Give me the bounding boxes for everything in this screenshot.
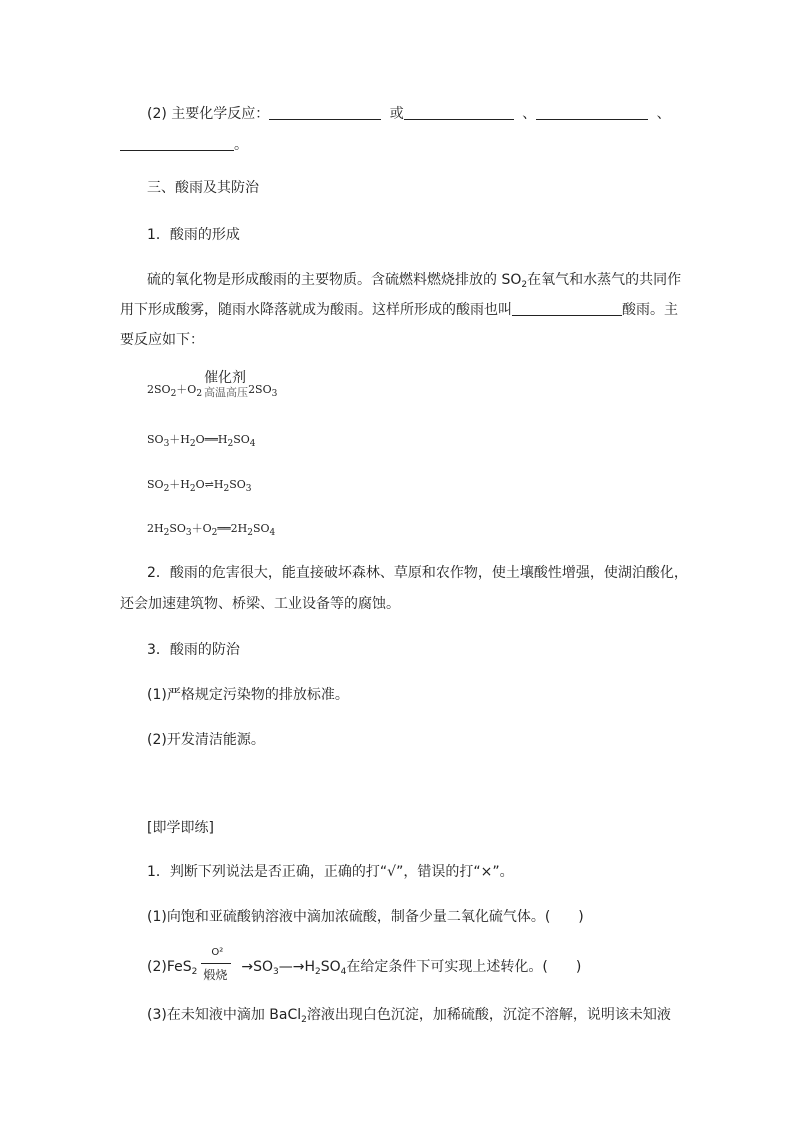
formula-text: 2H [147,522,164,535]
reaction-sep-1: 、 [522,106,537,122]
item-3-sub-2: (2)开发清洁能源。 [147,732,265,748]
reaction-prefix: (2) 主要化学反应： [147,106,270,122]
reaction-line [147,104,671,124]
arrow-line [201,963,231,964]
item-3-sub-1: (1)严格规定污染物的排放标准。 [147,687,349,703]
reaction-end: 。 [234,137,248,153]
subscript: 3 [245,484,252,494]
subscript: 2 [521,280,528,290]
question-text: —→H [278,959,315,975]
subscript: 2 [189,439,196,449]
calcination-label: 煅烧 [203,968,228,982]
question-text: SO [320,959,341,975]
reaction-sep-2: 、 [656,106,671,122]
answer-blank-4[interactable] [120,136,234,151]
reaction-condition [197,947,241,982]
subscript: 3 [273,967,279,977]
practice-title: [即学即练] [147,820,214,836]
formula-text: O══H [195,433,228,446]
subscript: 3 [185,528,192,538]
subscript: 3 [163,439,170,449]
formula-text: SO [229,478,246,491]
formula-text: ＋H [169,478,190,491]
question-1-title: 1．判断下列说法是否正确，正确的打“√”，错误的打“×”。 [147,864,514,880]
paragraph-line-2 [120,300,678,320]
question-text: (3)在未知液中滴加 BaCl [147,1007,302,1023]
item-2-line-1: 2．酸雨的危害很大，能直接破坏森林、草原和农作物，使土壤酸性增强，使湖泊酸化， [147,565,688,581]
item-2-line-2: 还会加速建筑物、桥梁、工业设备等的腐蚀。 [120,596,400,612]
subscript: 2 [301,1015,307,1025]
answer-blank-1[interactable] [269,105,381,120]
question-1-3 [147,1005,671,1030]
para-text: 在氧气和水蒸气的共同作 [527,272,682,288]
item-3-title: 3．酸雨的防治 [147,642,240,658]
para-text: 要反应如下： [120,332,204,348]
subscript: 2 [223,484,230,494]
answer-blank-2[interactable] [404,105,514,120]
para-text: 酸雨。主 [622,302,678,318]
formula-text: SO [147,433,164,446]
equation-1 [147,370,278,404]
question-1-1: (1)向饱和亚硫酸钠溶液中滴加浓硫酸，制备少量二氧化硫气体。( ) [147,909,584,925]
equation-4 [147,519,275,543]
formula-text: SO [252,522,270,535]
subscript: 2 [315,967,321,977]
formula-text: 2SO [147,383,171,396]
subscript: 2 [170,389,177,399]
question-text: →SO [241,959,273,975]
subscript: 4 [340,967,347,977]
subscript: 2 [227,439,234,449]
section-title: 三、酸雨及其防治 [147,180,259,196]
paragraph-line-3 [120,330,204,350]
formula-text: SO [233,433,250,446]
paragraph-line-1 [147,270,681,295]
reaction-or: 或 [389,106,404,122]
catalyst-label: 催化剂 [204,370,247,386]
answer-blank-5[interactable] [512,301,622,316]
question-text: (2)FeS [147,959,192,975]
formula-text: SO [169,522,186,535]
subscript: 4 [249,439,256,449]
formula-text: ＋O [191,522,212,535]
subscript: 2 [211,528,218,538]
question-text: 在给定条件下可实现上述转化。( ) [346,959,582,975]
formula-text: 2SO [248,383,272,396]
answer-blank-3[interactable] [536,105,648,120]
formula-text: SO [147,478,164,491]
subscript: 2 [247,528,253,538]
equation-2 [147,430,256,454]
formula-text: O⇌H [195,478,224,491]
reaction-line-2 [120,135,248,155]
question-1-2 [147,947,582,982]
para-text: 硫的氧化物是形成酸雨的主要物质。含硫燃料燃烧排放的 SO [147,272,522,288]
subscript: 2 [189,484,196,494]
oxygen-label: O² [211,947,224,958]
subscript: 2 [191,967,198,977]
item-1-title: 1．酸雨的形成 [147,227,240,243]
condition-label: 高温高压 [204,386,249,399]
subscript: 4 [269,528,276,538]
formula-text: ══2H [217,522,248,535]
subscript: 2 [163,484,170,494]
question-text: 溶液出现白色沉淀，加稀硫酸，沉淀不溶解，说明该未知液 [306,1007,671,1023]
formula-text: ＋H [169,433,190,446]
formula-text: ＋O [176,383,197,396]
equation-3 [147,475,251,499]
subscript: 3 [271,389,278,399]
subscript: 2 [163,528,170,538]
reaction-condition [202,370,249,400]
subscript: 2 [196,389,203,399]
para-text: 用下形成酸雾，随雨水降落就成为酸雨。这样所形成的酸雨也叫 [120,302,512,318]
